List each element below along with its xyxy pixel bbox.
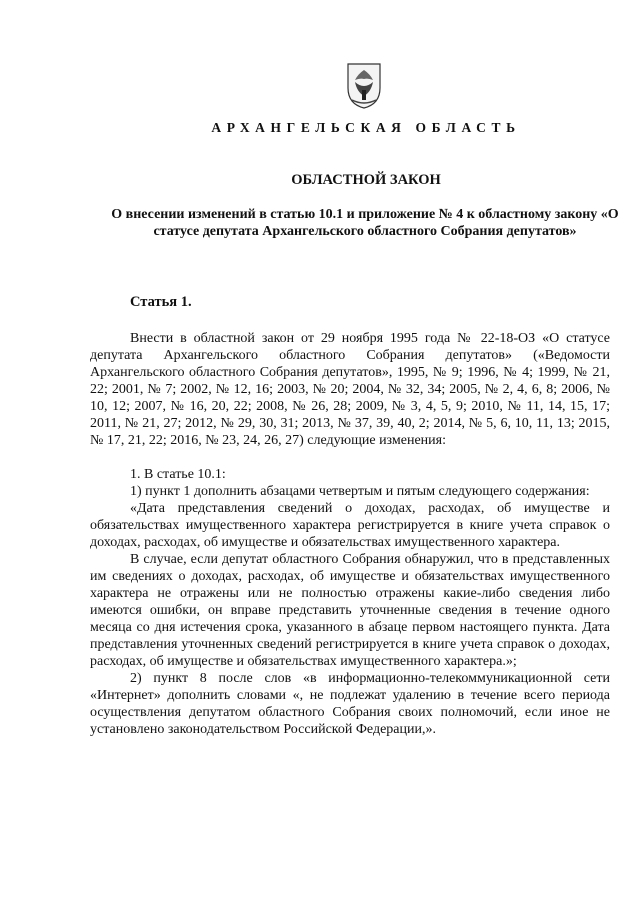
document-title: О внесении изменений в статью 10.1 и приложение № 4 к областному закону «О статусе депутата Архангельского областного Собрания депутатов»: [111, 207, 619, 239]
document-type: ОБЛАСТНОЙ ЗАКОН: [291, 172, 441, 188]
region-name: АРХАНГЕЛЬСКАЯ ОБЛАСТЬ: [211, 120, 521, 135]
item-1-subitem-2: 2) пункт 8 после слов «в информационно-телекоммуникационной сети «Интернет» дополнить словами «, не подлежат удалению в течение всего периода осуществления депутатом областного Собрания своих полномочий, если иное не установлено законодательством Российской Федерации,».: [90, 671, 610, 737]
arkhangelsk-coat-of-arms-icon: [344, 60, 384, 110]
article-intro: Внести в областной закон от 29 ноября 1995 года № 22-18-ОЗ «О статусе депутата Архангельского областного Собрания депутатов» («Ведомости Архангельского областного Собрания депутатов», 1995, № 9; 1996, № 4; 1999, № 21, 22; 2001, № 7; 2002, № 12, 16; 2003, № 20; 2004, № 32, 34; 2005, № 2, 4, 6, 8; 2006, № 10, 12; 2007, № 16, 20, 22; 2008, № 26, 28; 2009, № 3, 4, 5, 9; 2010, № 11, 14, 15, 17; 2011, № 21, 27; 2012, № 29, 30, 31; 2013, № 37, 39, 40, 2; 2014, № 5, 6, 10, 11, 13; 2015, № 17, 21, 22; 2016, № 23, 24, 26, 27) следующие изменения:: [90, 331, 610, 448]
item-1-subitem-1: 1) пункт 1 дополнить абзацами четвертым и пятым следующего содержания:: [130, 484, 590, 499]
item-1: 1. В статье 10.1:: [130, 467, 226, 482]
quoted-paragraph-1: «Дата представления сведений о доходах, расходах, об имуществе и обязательствах имущественного характера регистрируется в книге учета справок о доходах, расходах, об имуществе и обязательствах имущественного характера.: [90, 501, 610, 550]
article-body: [90, 330, 610, 738]
article-heading: Статья 1.: [130, 294, 192, 310]
quoted-paragraph-2: В случае, если депутат областного Собрания обнаружил, что в представленных им сведениях о доходах, расходах, об имуществе и обязательствах имущественного характера не отражены или не полностью отражены какие-либо сведения либо имеются ошибки, он вправе представить уточненные сведения в течение одного месяца со дня истечения срока, указанного в абзаце первом настоящего пункта. Дата представления уточненных сведений регистрируется в книге учета справок о доходах, расходах, об имуществе и обязательствах имущественного характера.»;: [90, 552, 610, 669]
